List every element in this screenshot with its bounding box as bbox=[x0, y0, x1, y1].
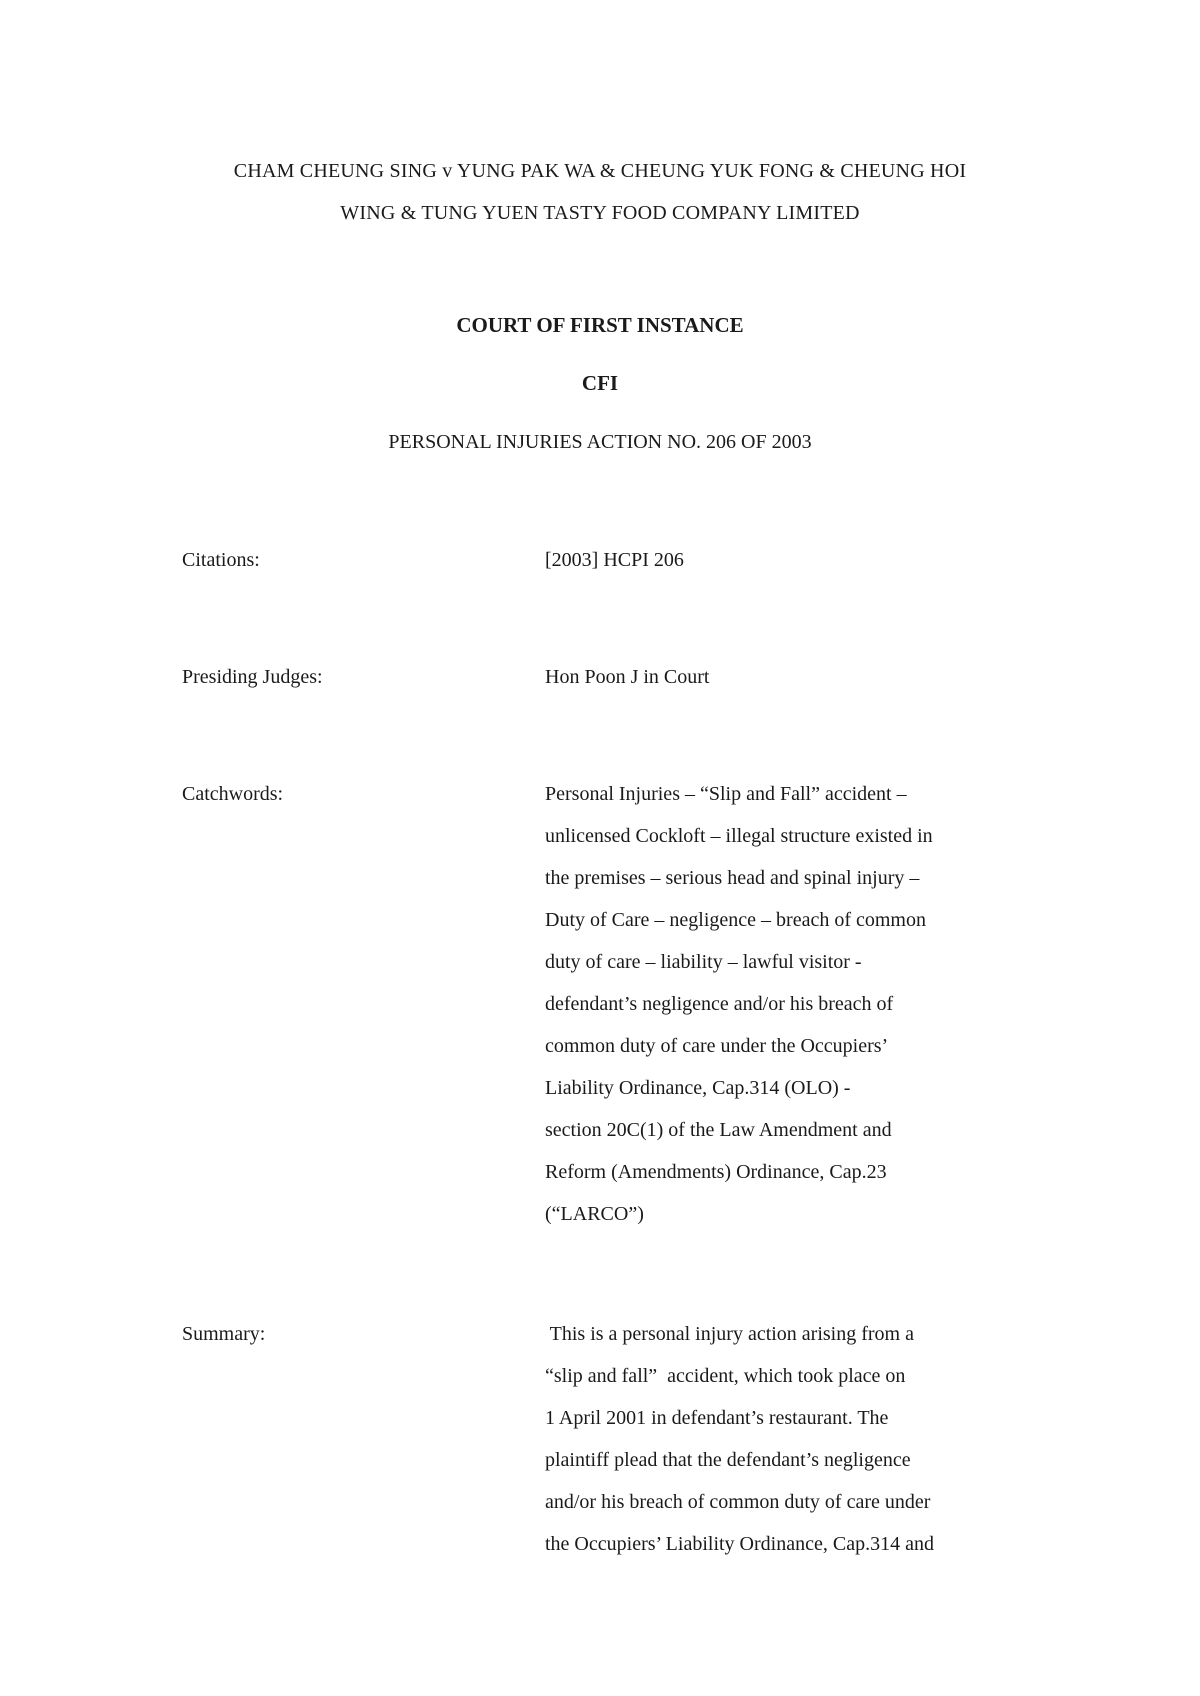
catchwords-line: the premises – serious head and spinal injury – bbox=[545, 867, 920, 889]
citations-label: Citations: bbox=[182, 549, 260, 571]
catchwords-line: Liability Ordinance, Cap.314 (OLO) - bbox=[545, 1077, 851, 1099]
catchwords-value bbox=[545, 780, 1045, 1242]
summary-line: the Occupiers’ Liability Ordinance, Cap.314 and bbox=[545, 1533, 934, 1555]
summary-label: Summary: bbox=[182, 1323, 266, 1345]
catchwords-line: common duty of care under the Occupiers’ bbox=[545, 1035, 889, 1057]
summary-line: and/or his breach of common duty of care under bbox=[545, 1491, 931, 1513]
catchwords-line: Duty of Care – negligence – breach of common bbox=[545, 909, 926, 931]
catchwords-line: unlicensed Cockloft – illegal structure existed in bbox=[545, 825, 933, 847]
catchwords-line: Reform (Amendments) Ordinance, Cap.23 bbox=[545, 1161, 887, 1183]
catchwords-label: Catchwords: bbox=[182, 783, 284, 805]
presiding-judges-label: Presiding Judges: bbox=[182, 666, 323, 688]
court-abbreviation: CFI bbox=[581, 371, 619, 395]
case-title bbox=[160, 150, 1040, 234]
case-title-line-2: WING & TUNG YUEN TASTY FOOD COMPANY LIMITED bbox=[340, 202, 860, 224]
presiding-judges-value: Hon Poon J in Court bbox=[545, 666, 710, 688]
catchwords-line: (“LARCO”) bbox=[545, 1203, 644, 1225]
catchwords-line: duty of care – liability – lawful visitor - bbox=[545, 951, 862, 973]
summary-value bbox=[545, 1320, 1045, 1572]
summary-line: “slip and fall” accident, which took place on bbox=[545, 1365, 906, 1387]
summary-line: This is a personal injury action arising from a bbox=[545, 1323, 914, 1345]
court-name: COURT OF FIRST INSTANCE bbox=[456, 313, 744, 337]
case-title-line-1: CHAM CHEUNG SING v YUNG PAK WA & CHEUNG YUK FONG & CHEUNG HOI bbox=[233, 160, 967, 182]
summary-line: 1 April 2001 in defendant’s restaurant. The bbox=[545, 1407, 889, 1429]
catchwords-line: section 20C(1) of the Law Amendment and bbox=[545, 1119, 892, 1141]
summary-line: plaintiff plead that the defendant’s negligence bbox=[545, 1449, 911, 1471]
action-number: PERSONAL INJURIES ACTION NO. 206 OF 2003 bbox=[388, 431, 812, 453]
catchwords-line: Personal Injuries – “Slip and Fall” accident – bbox=[545, 783, 907, 805]
citations-value: [2003] HCPI 206 bbox=[545, 549, 684, 571]
catchwords-line: defendant’s negligence and/or his breach of bbox=[545, 993, 894, 1015]
